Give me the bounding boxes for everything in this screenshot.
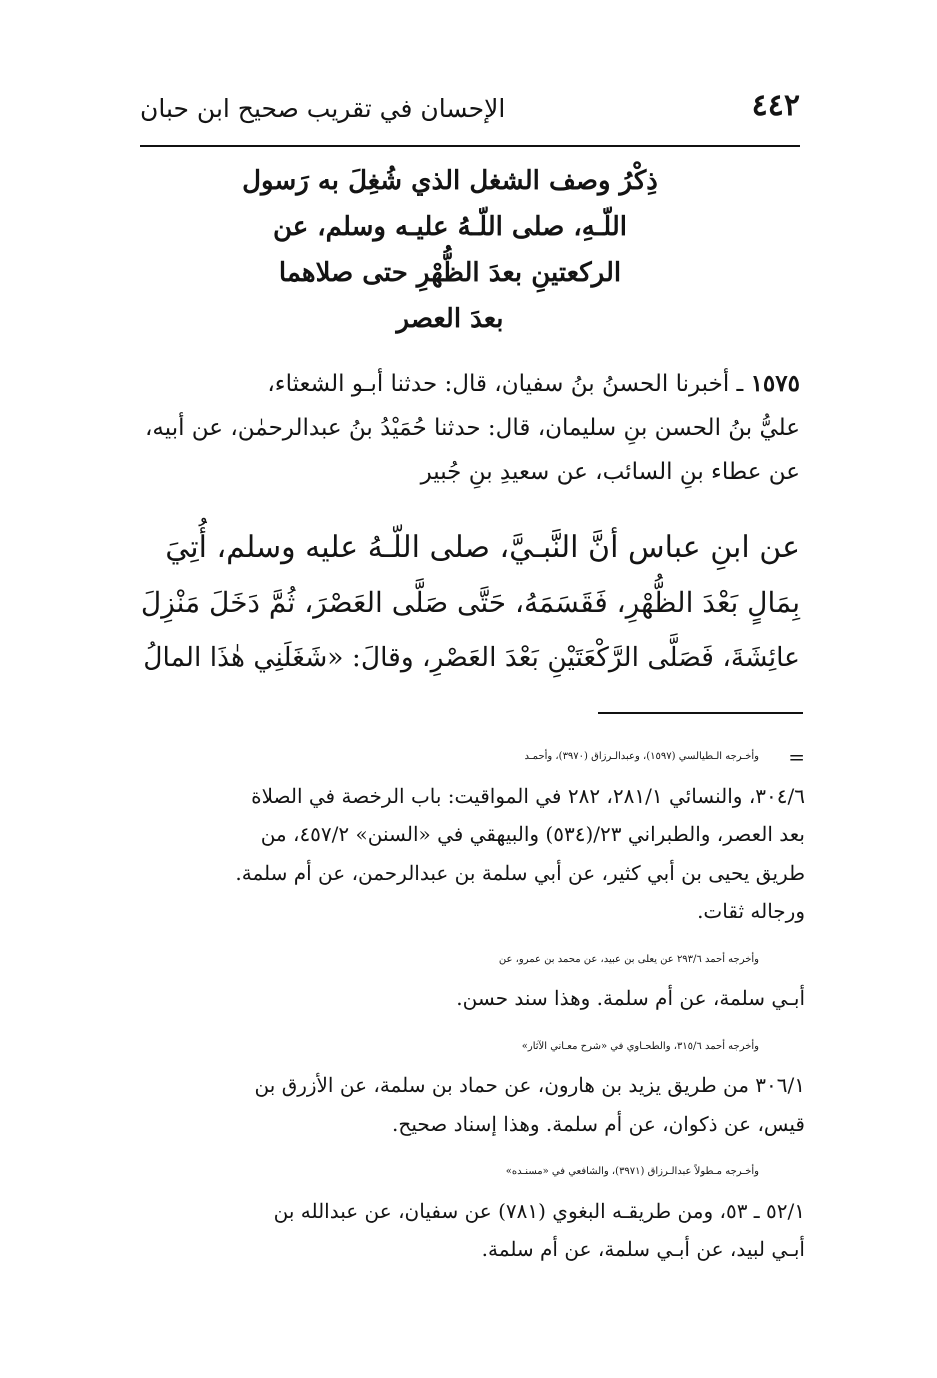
chapter-heading-line: ذِكْرُ وصف الشغل الذي شُغِلَ به رَسول	[242, 166, 658, 196]
footnote-line: وأخرجه أحمد ٢٩٣/٦ عن يعلى بن عبيد، عن محمد بن عمرو، عن	[498, 953, 759, 965]
isnad-line-text: ـ أخبرنا الحسنُ بنُ سفيان، قال: حدثنا أبـو الشعثاء،	[267, 371, 744, 397]
chapter-heading	[240, 158, 660, 342]
footnote-line: ٣٠٦/١ من طريق يزيد بن هارون، عن حماد بن سلمة، عن الأزرق بن	[254, 1073, 805, 1097]
running-title: الإحسان في تقريب صحيح ابن حبان	[140, 94, 506, 123]
footnote-line: قيس، عن ذكوان، عن أم سلمة. وهذا إسناد صحيح.	[392, 1111, 805, 1136]
page-number: ٤٤٢	[751, 88, 800, 123]
footnote-line: ٥٢/١ ـ ٥٣، ومن طريقـه البغوي (٧٨١) عن سفيان، عن عبدالله بن	[273, 1198, 805, 1223]
footnote-paragraph	[140, 1153, 805, 1269]
footnote-line: بعد العصر، والطبراني ٢٣/(٥٣٤) والبيهقي في «السنن» ٤٥٧/٢، من	[260, 822, 805, 846]
matn-line: بِمَالٍ بَعْدَ الظُّهْرِ، فَقَسَمَهُ، حَتَّى صَلَّى العَصْرَ، ثُمَّ دَخَلَ مَنْزِلَ	[140, 586, 800, 619]
chapter-heading-line: الركعتينِ بعدَ الظُّهْرِ حتى صلاهما	[278, 258, 622, 288]
footnote-paragraph	[140, 738, 805, 931]
footnote-line: ورجاله ثقات.	[697, 899, 805, 923]
matn-line: عن ابنِ عباس أنَّ النَّبـيَّ، صلى اللّـهُ عليه وسلم، أُتِيَ	[165, 530, 800, 565]
footnote-line: أبـي لبيد، عن أبـي سلمة، عن أم سلمة.	[481, 1237, 805, 1261]
footnote-paragraph	[140, 941, 805, 1018]
footnote-line: طريق يحيى بن أبي كثير، عن أبي سلمة بن عبدالرحمن، عن أم سلمة.	[235, 860, 805, 885]
footnote-line: وأخـرجه مـطولاً عبدالـرزاق (٣٩٧١)، والشافعي في «مسنـده»	[505, 1166, 759, 1177]
footnote-line: وأخـرجه الـطيالسي (١٥٩٧)، وعبدالـرزاق (٣٩٧٠)، وأحمـد	[524, 751, 759, 762]
isnad-line: عليُّ بنُ الحسن بنِ سليمان، قال: حدثنا حُمَيْدُ بنُ عبدالرحمٰن، عن أبيه،	[145, 415, 800, 441]
hadith-number: ١٥٧٥	[750, 370, 800, 397]
hadith-isnad	[140, 362, 800, 494]
page-header	[140, 88, 800, 128]
footnote-line: ٣٠٤/٦، والنسائي ٢٨١/١، ٢٨٢ في المواقيت: باب الرخصة في الصلاة	[251, 783, 805, 808]
footnote-paragraph	[140, 1028, 805, 1144]
matn-line: عائِشَةَ، فَصَلَّى الرَّكْعَتَيْنِ بَعْدَ العَصْرِ، وقالَ: «شَغَلَنِي هٰذَا المالُ	[143, 642, 800, 673]
hadith-matn	[140, 520, 800, 685]
footnote-rule	[598, 712, 803, 714]
isnad-line	[140, 362, 800, 406]
isnad-line: عن عطاء بنِ السائب، عن سعيدِ بنِ جُبير	[420, 459, 800, 485]
footnotes	[140, 738, 805, 1279]
chapter-heading-line: بعدَ العصر	[396, 304, 504, 334]
footnote-line: وأخرجه أحمد ٣١٥/٦، والطحـاوي في «شرح معـاني الآثار»	[521, 1040, 759, 1052]
chapter-heading-line: اللّـهِ، صلى اللّـهُ عليـه وسلم، عن	[272, 212, 628, 242]
header-rule	[140, 145, 800, 147]
footnote-line: أبـي سلمة، عن أم سلمة. وهذا سند حسن.	[456, 986, 805, 1010]
continuation-mark: =	[788, 745, 805, 769]
